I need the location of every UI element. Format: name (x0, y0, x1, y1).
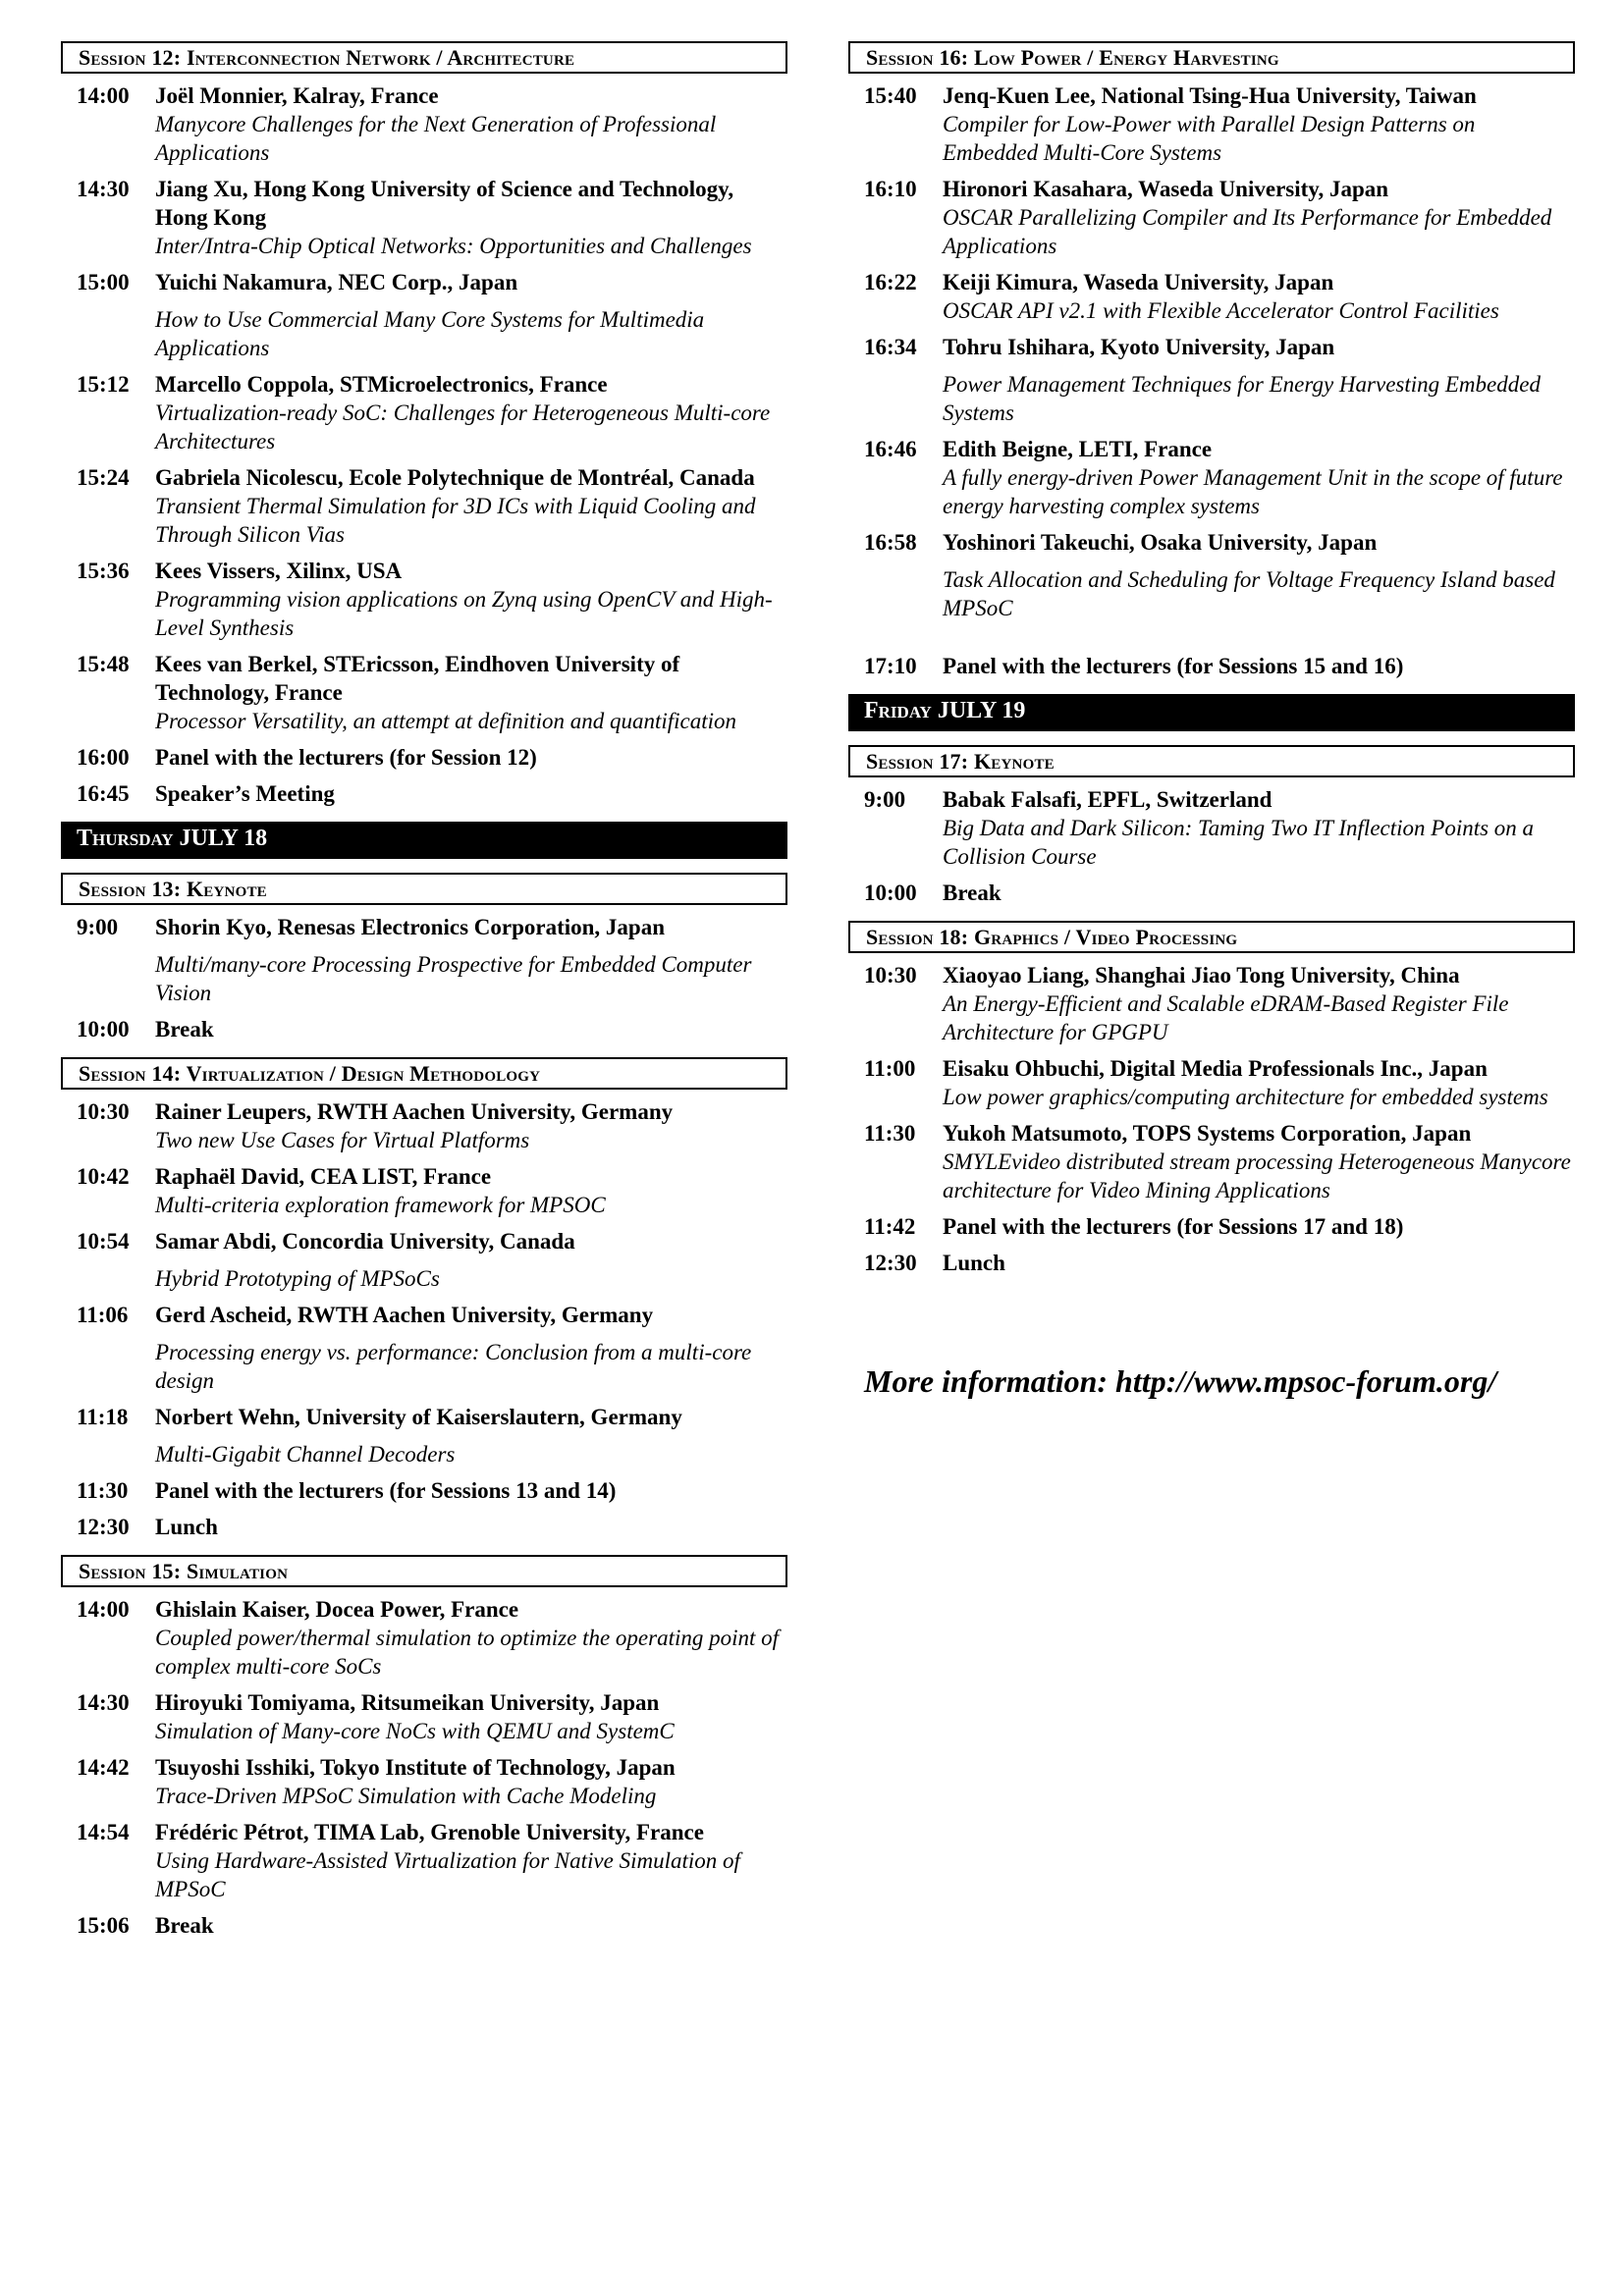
entry-speaker: Break (943, 881, 1001, 905)
entry-talk-title: Inter/Intra-Chip Optical Networks: Opportunities and Challenges (155, 234, 752, 258)
entry-speaker: Jiang Xu, Hong Kong University of Science and Technology, Hong Kong (155, 177, 734, 230)
schedule-entry (61, 1595, 787, 1681)
entry-speaker: Raphaël David, CEA LIST, France (155, 1164, 492, 1189)
entry-speaker: Hironori Kasahara, Waseda University, Japan (943, 177, 1389, 201)
session-header: Session 13: Keynote (61, 873, 787, 905)
entry-time: 15:48 (77, 652, 130, 676)
schedule-entry (848, 1119, 1575, 1204)
entry-time: 16:58 (864, 530, 917, 555)
entry-time: 11:06 (77, 1303, 129, 1327)
entry-talk-title: A fully energy-driven Power Management Unit in the scope of future energy harvesting complex systems (943, 465, 1563, 518)
entry-time: 16:10 (864, 177, 917, 201)
session-header: Session 12: Interconnection Network / Architecture (61, 41, 787, 74)
entry-speaker: Edith Beigne, LETI, France (943, 437, 1213, 461)
session-header: Session 16: Low Power / Energy Harvesting (848, 41, 1575, 74)
entry-speaker: Kees Vissers, Xilinx, USA (155, 559, 403, 583)
entry-talk-title: Processing energy vs. performance: Conclusion from a multi-core design (155, 1340, 752, 1393)
entry-speaker: Joël Monnier, Kalray, France (155, 83, 439, 108)
entry-talk-title: Transient Thermal Simulation for 3D ICs with Liquid Cooling and Through Silicon Vias (155, 494, 756, 547)
schedule-entry (848, 961, 1575, 1046)
schedule-entry (61, 650, 787, 735)
entry-speaker: Lunch (943, 1251, 1005, 1275)
session-header: Session 18: Graphics / Video Processing (848, 921, 1575, 953)
schedule-entry (61, 1403, 787, 1468)
schedule-entry (848, 268, 1575, 325)
entry-talk-title: Multi-Gigabit Channel Decoders (155, 1442, 456, 1467)
schedule-entry (61, 557, 787, 642)
schedule-entry (61, 913, 787, 1007)
entry-time: 17:10 (864, 654, 917, 678)
schedule-entry (61, 1688, 787, 1745)
entry-speaker: Shorin Kyo, Renesas Electronics Corporation, Japan (155, 915, 666, 939)
entry-speaker: Marcello Coppola, STMicroelectronics, France (155, 372, 608, 397)
entry-time: 16:45 (77, 781, 130, 806)
entry-time: 14:00 (77, 1597, 130, 1622)
entry-time: 15:24 (77, 465, 130, 490)
entry-talk-title: Virtualization-ready SoC: Challenges for Heterogeneous Multi-core Architectures (155, 400, 771, 454)
entry-speaker: Yuichi Nakamura, NEC Corp., Japan (155, 270, 518, 294)
schedule-entry (848, 652, 1575, 680)
entry-time: 11:00 (864, 1056, 916, 1081)
entry-speaker: Lunch (155, 1515, 218, 1539)
entry-speaker: Speaker’s Meeting (155, 781, 335, 806)
entry-time: 11:30 (864, 1121, 916, 1146)
schedule-entry (61, 1227, 787, 1293)
entry-time: 16:34 (864, 335, 917, 359)
session-block (61, 1057, 787, 1541)
entry-talk-title: Programming vision applications on Zynq using OpenCV and High-Level Synthesis (155, 587, 773, 640)
entry-talk-title: Processor Versatility, an attempt at definition and quantification (155, 709, 737, 733)
entry-talk-title: OSCAR Parallelizing Compiler and Its Performance for Embedded Applications (943, 205, 1552, 258)
schedule-entry (61, 1911, 787, 1940)
entry-speaker: Gerd Ascheid, RWTH Aachen University, Germany (155, 1303, 654, 1327)
entry-time: 10:30 (864, 963, 917, 988)
entry-talk-title: Multi-criteria exploration framework for MPSOC (155, 1193, 606, 1217)
entry-time: 14:30 (77, 177, 130, 201)
entry-talk-title: Task Allocation and Scheduling for Voltage Frequency Island based MPSoC (943, 567, 1555, 620)
entry-time: 14:30 (77, 1690, 130, 1715)
entry-talk-title: Multi/many-core Processing Prospective for Embedded Computer Vision (155, 952, 752, 1005)
entry-talk-title: OSCAR API v2.1 with Flexible Accelerator Control Facilities (943, 298, 1499, 323)
entry-speaker: Jenq-Kuen Lee, National Tsing-Hua University, Taiwan (943, 83, 1477, 108)
entry-talk-title: Two new Use Cases for Virtual Platforms (155, 1128, 530, 1152)
entry-time: 10:30 (77, 1099, 130, 1124)
entry-speaker: Yukoh Matsumoto, TOPS Systems Corporation, Japan (943, 1121, 1472, 1146)
session-header: Session 17: Keynote (848, 745, 1575, 777)
entry-speaker: Gabriela Nicolescu, Ecole Polytechnique de Montréal, Canada (155, 465, 755, 490)
entry-time: 15:00 (77, 270, 130, 294)
schedule-entry (61, 1513, 787, 1541)
entry-talk-title: Power Management Techniques for Energy Harvesting Embedded Systems (943, 372, 1541, 425)
entry-speaker: Tsuyoshi Isshiki, Tokyo Institute of Technology, Japan (155, 1755, 676, 1780)
entry-time: 12:30 (864, 1251, 917, 1275)
schedule-entry (61, 268, 787, 362)
entry-time: 16:00 (77, 745, 130, 770)
schedule-entry (848, 81, 1575, 167)
schedule-entry (848, 333, 1575, 427)
session-block (61, 41, 787, 808)
entry-speaker: Keiji Kimura, Waseda University, Japan (943, 270, 1334, 294)
entry-time: 15:36 (77, 559, 130, 583)
schedule-entry (61, 1818, 787, 1903)
entry-time: 14:42 (77, 1755, 130, 1780)
entry-speaker: Frédéric Pétrot, TIMA Lab, Grenoble University, France (155, 1820, 704, 1844)
entry-time: 15:12 (77, 372, 130, 397)
entry-speaker: Panel with the lecturers (for Session 12) (155, 745, 537, 770)
schedule-entry (61, 1301, 787, 1395)
entry-time: 14:54 (77, 1820, 130, 1844)
entry-time: 16:46 (864, 437, 917, 461)
entry-time: 11:18 (77, 1405, 129, 1429)
entry-time: 15:06 (77, 1913, 130, 1938)
entry-speaker: Tohru Ishihara, Kyoto University, Japan (943, 335, 1335, 359)
session-header: Session 14: Virtualization / Design Methodology (61, 1057, 787, 1090)
more-information-link[interactable]: More information: http://www.mpsoc-forum.org/ (864, 1363, 1497, 1399)
entry-speaker: Hiroyuki Tomiyama, Ritsumeikan University, Japan (155, 1690, 660, 1715)
entry-time: 10:54 (77, 1229, 130, 1254)
entry-speaker: Break (155, 1913, 214, 1938)
entry-talk-title: Coupled power/thermal simulation to optimize the operating point of complex multi-core SoCs (155, 1626, 780, 1679)
session-block (848, 921, 1575, 1277)
entry-time: 16:22 (864, 270, 917, 294)
entry-speaker: Rainer Leupers, RWTH Aachen University, Germany (155, 1099, 674, 1124)
entry-time: 14:00 (77, 83, 130, 108)
entry-speaker: Babak Falsafi, EPFL, Switzerland (943, 787, 1272, 812)
schedule-entry (61, 1753, 787, 1810)
schedule-entry (848, 1212, 1575, 1241)
entry-time: 10:00 (864, 881, 917, 905)
entry-speaker: Ghislain Kaiser, Docea Power, France (155, 1597, 519, 1622)
session-block (61, 873, 787, 1043)
entry-time: 11:30 (77, 1478, 129, 1503)
entry-talk-title: Hybrid Prototyping of MPSoCs (155, 1266, 440, 1291)
entry-time: 12:30 (77, 1515, 130, 1539)
entry-time: 10:00 (77, 1017, 130, 1041)
entry-talk-title: Compiler for Low-Power with Parallel Design Patterns on Embedded Multi-Core Systems (943, 112, 1476, 165)
schedule-entry (848, 435, 1575, 520)
schedule-entry (61, 743, 787, 772)
entry-speaker: Eisaku Ohbuchi, Digital Media Professionals Inc., Japan (943, 1056, 1488, 1081)
entry-talk-title: Big Data and Dark Silicon: Taming Two IT Inflection Points on a Collision Course (943, 816, 1535, 869)
session-block (848, 41, 1575, 680)
schedule-entry (61, 1015, 787, 1043)
entry-speaker: Break (155, 1017, 214, 1041)
session-block (848, 745, 1575, 907)
entry-talk-title: Using Hardware-Assisted Virtualization for Native Simulation of MPSoC (155, 1848, 740, 1901)
schedule-entry (848, 528, 1575, 622)
entry-time: 9:00 (77, 915, 119, 939)
schedule-entry (848, 1054, 1575, 1111)
entry-speaker: Samar Abdi, Concordia University, Canada (155, 1229, 575, 1254)
day-header: Friday JULY 19 (848, 694, 1575, 731)
entry-talk-title: Low power graphics/computing architecture for embedded systems (943, 1085, 1548, 1109)
entry-time: 11:42 (864, 1214, 916, 1239)
entry-time: 15:40 (864, 83, 917, 108)
schedule-entry (61, 81, 787, 167)
session-block (61, 1555, 787, 1940)
schedule-entry (61, 370, 787, 455)
session-header: Session 15: Simulation (61, 1555, 787, 1587)
entry-speaker: Kees van Berkel, STEricsson, Eindhoven University of Technology, France (155, 652, 680, 705)
entry-time: 9:00 (864, 787, 906, 812)
schedule-entry (848, 175, 1575, 260)
entry-speaker: Panel with the lecturers (for Sessions 17 and 18) (943, 1214, 1404, 1239)
entry-talk-title: Simulation of Many-core NoCs with QEMU and SystemC (155, 1719, 675, 1743)
schedule-entry (61, 1097, 787, 1154)
entry-talk-title: How to Use Commercial Many Core Systems for Multimedia Applications (155, 307, 705, 360)
schedule-entry (848, 1249, 1575, 1277)
entry-speaker: Xiaoyao Liang, Shanghai Jiao Tong University, China (943, 963, 1460, 988)
entry-speaker: Yoshinori Takeuchi, Osaka University, Japan (943, 530, 1378, 555)
entry-speaker: Panel with the lecturers (for Sessions 15 and 16) (943, 654, 1404, 678)
entry-talk-title: SMYLEvideo distributed stream processing Heterogeneous Manycore architecture for Video Mining Applications (943, 1149, 1571, 1202)
schedule-entry (61, 463, 787, 549)
day-header: Thursday JULY 18 (61, 822, 787, 859)
entry-talk-title: An Energy-Efficient and Scalable eDRAM-Based Register File Architecture for GPGPU (943, 991, 1509, 1044)
schedule-entry (61, 1162, 787, 1219)
entry-speaker: Norbert Wehn, University of Kaiserslautern, Germany (155, 1405, 682, 1429)
entry-speaker: Panel with the lecturers (for Sessions 13 and 14) (155, 1478, 617, 1503)
entry-talk-title: Manycore Challenges for the Next Generation of Professional Applications (155, 112, 717, 165)
entry-time: 10:42 (77, 1164, 130, 1189)
schedule-entry (61, 1476, 787, 1505)
schedule-entry (61, 175, 787, 260)
schedule-entry (848, 879, 1575, 907)
schedule-entry (848, 785, 1575, 871)
entry-talk-title: Trace-Driven MPSoC Simulation with Cache Modeling (155, 1784, 657, 1808)
schedule-entry (61, 779, 787, 808)
